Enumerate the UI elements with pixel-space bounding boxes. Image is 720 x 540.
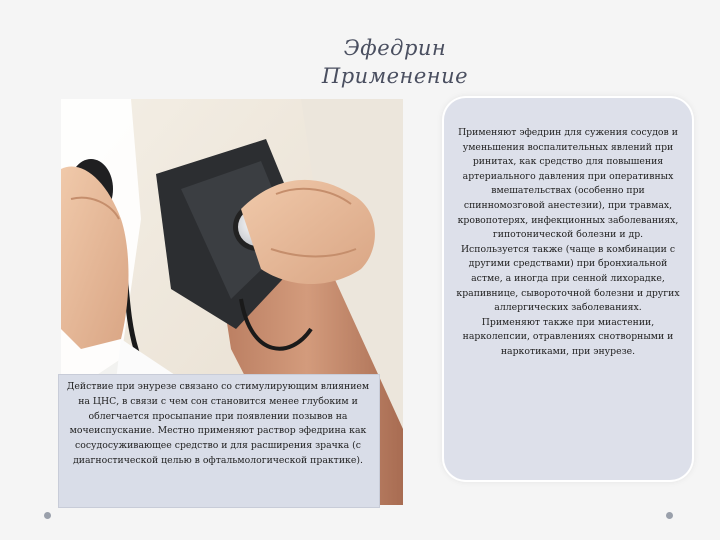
info-paragraph-2: Используется также (чаще в комбинации с другими средствами) при бронхиальной астме, а иногда при сенной лихорадке, крапивнице, сывороточной болезни и других аллергических заболеваниях. [456, 243, 680, 314]
slide-title [230, 34, 560, 90]
corner-dot-bottom-left [44, 512, 51, 519]
info-panel-text [452, 126, 684, 360]
info-paragraph-1: Применяют эфедрин для сужения сосудов и уменьшения воспалительных явлений при ринитах, как средство для повышения артериального давления при оперативных вмешательствах (особенно при спинномозговой анестезии), при травмах, кровопотерях, инфекционных заболеваниях, гипотонической болезни и др. [457, 127, 679, 241]
info-paragraph-3: Применяют также при миастении, нарколепсии, отравлениях снотворными и наркотиками, при энурезе. [462, 316, 674, 357]
title-line-2: Применение [321, 64, 469, 88]
title-line-1: Эфедрин [343, 36, 447, 60]
corner-dot-bottom-right [666, 512, 673, 519]
caption-text: Действие при энурезе связано со стимулирующим влиянием на ЦНС, в связи с чем сон становится менее глубоким и облегчается просыпание при появлении позывов на мочеиспускание. Местно применяют раствор эфедрина как сосудосуживающее средство и для расширения зрачка (с диагностической целью в офтальмологической практике). [66, 381, 370, 466]
